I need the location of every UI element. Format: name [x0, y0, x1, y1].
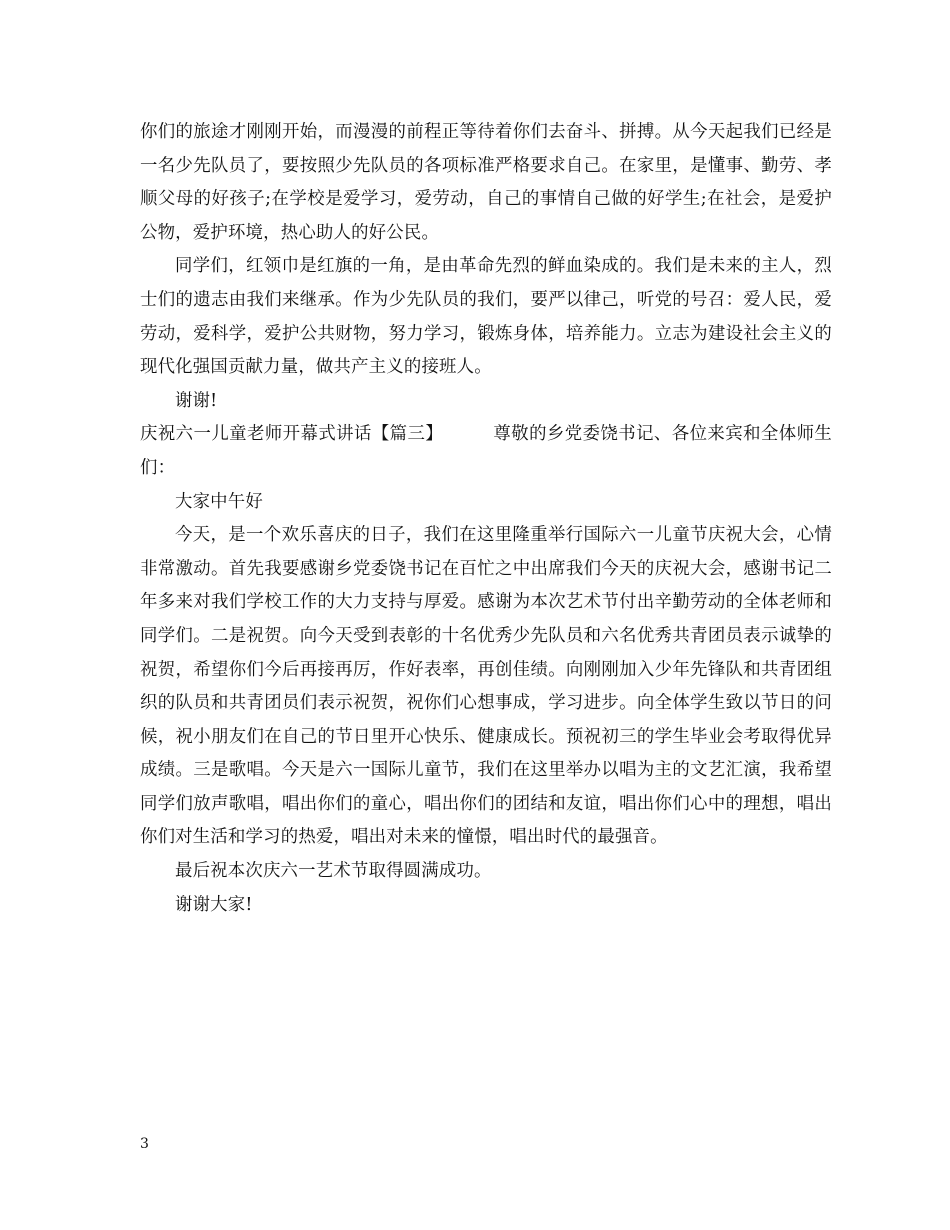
section-heading-line	[140, 418, 832, 485]
salutation: 尊敬的乡党委饶书记、各位来宾和全体师生们：	[140, 424, 832, 478]
section-title: 庆祝六一儿童老师开幕式讲话【篇三】	[140, 424, 444, 445]
body-paragraph: 同学们，红领巾是红旗的一角，是由革命先烈的鲜血染成的。我们是未来的主人，烈士们的遗志由我们来继承。作为少先队员的我们，要严以律己，听党的号召：爱人民，爱劳动，爱科学，爱护公共财物，努力学习，锻炼身体，培养能力。立志为建设社会主义的现代化强国贡献力量，做共产主义的接班人。	[140, 256, 832, 378]
body-paragraph: 今天，是一个欢乐喜庆的日子，我们在这里隆重举行国际六一儿童节庆祝大会，心情非常激动。首先我要感谢乡党委饶书记在百忙之中出席我们今天的庆祝大会，感谢书记二年多来对我们学校工作的大力支持与厚爱。感谢为本次艺术节付出辛勤劳动的全体老师和同学们。二是祝贺。向今天受到表彰的十名优秀少先队员和六名优秀共青团员表示诚挚的祝贺，希望你们今后再接再厉，作好表率，再创佳绩。向刚刚加入少年先锋队和共青团组织的队员和共青团员们表示祝贺，祝你们心想事成，学习进步。向全体学生致以节日的问候，祝小朋友们在自己的节日里开心快乐、健康成长。预祝初三的学生毕业会考取得优异成绩。三是歌唱。今天是六一国际儿童节，我们在这里举办以唱为主的文艺汇演，我希望同学们放声歌唱，唱出你们的童心，唱出你们的团结和友谊，唱出你们心中的理想，唱出你们对生活和学习的热爱，唱出对未来的憧憬，唱出时代的最强音。	[140, 525, 832, 848]
page-number: 3	[140, 1136, 149, 1152]
closing-thanks: 谢谢大家!	[175, 894, 253, 915]
body-paragraph: 你们的旅途才刚刚开始，而漫漫的前程正等待着你们去奋斗、拼搏。从今天起我们已经是一名少先队员了，要按照少先队员的各项标准严格要求自己。在家里，是懂事、勤劳、孝顺父母的好孩子;在学校是爱学习，爱劳动，自己的事情自己做的好学生;在社会，是爱护公物，爱护环境，热心助人的好公民。	[140, 122, 832, 243]
body-paragraph: 最后祝本次庆六一艺术节取得圆满成功。	[175, 861, 492, 882]
document-body	[140, 116, 832, 922]
closing-thanks: 谢谢!	[175, 390, 218, 411]
greeting: 大家中午好	[175, 491, 263, 512]
